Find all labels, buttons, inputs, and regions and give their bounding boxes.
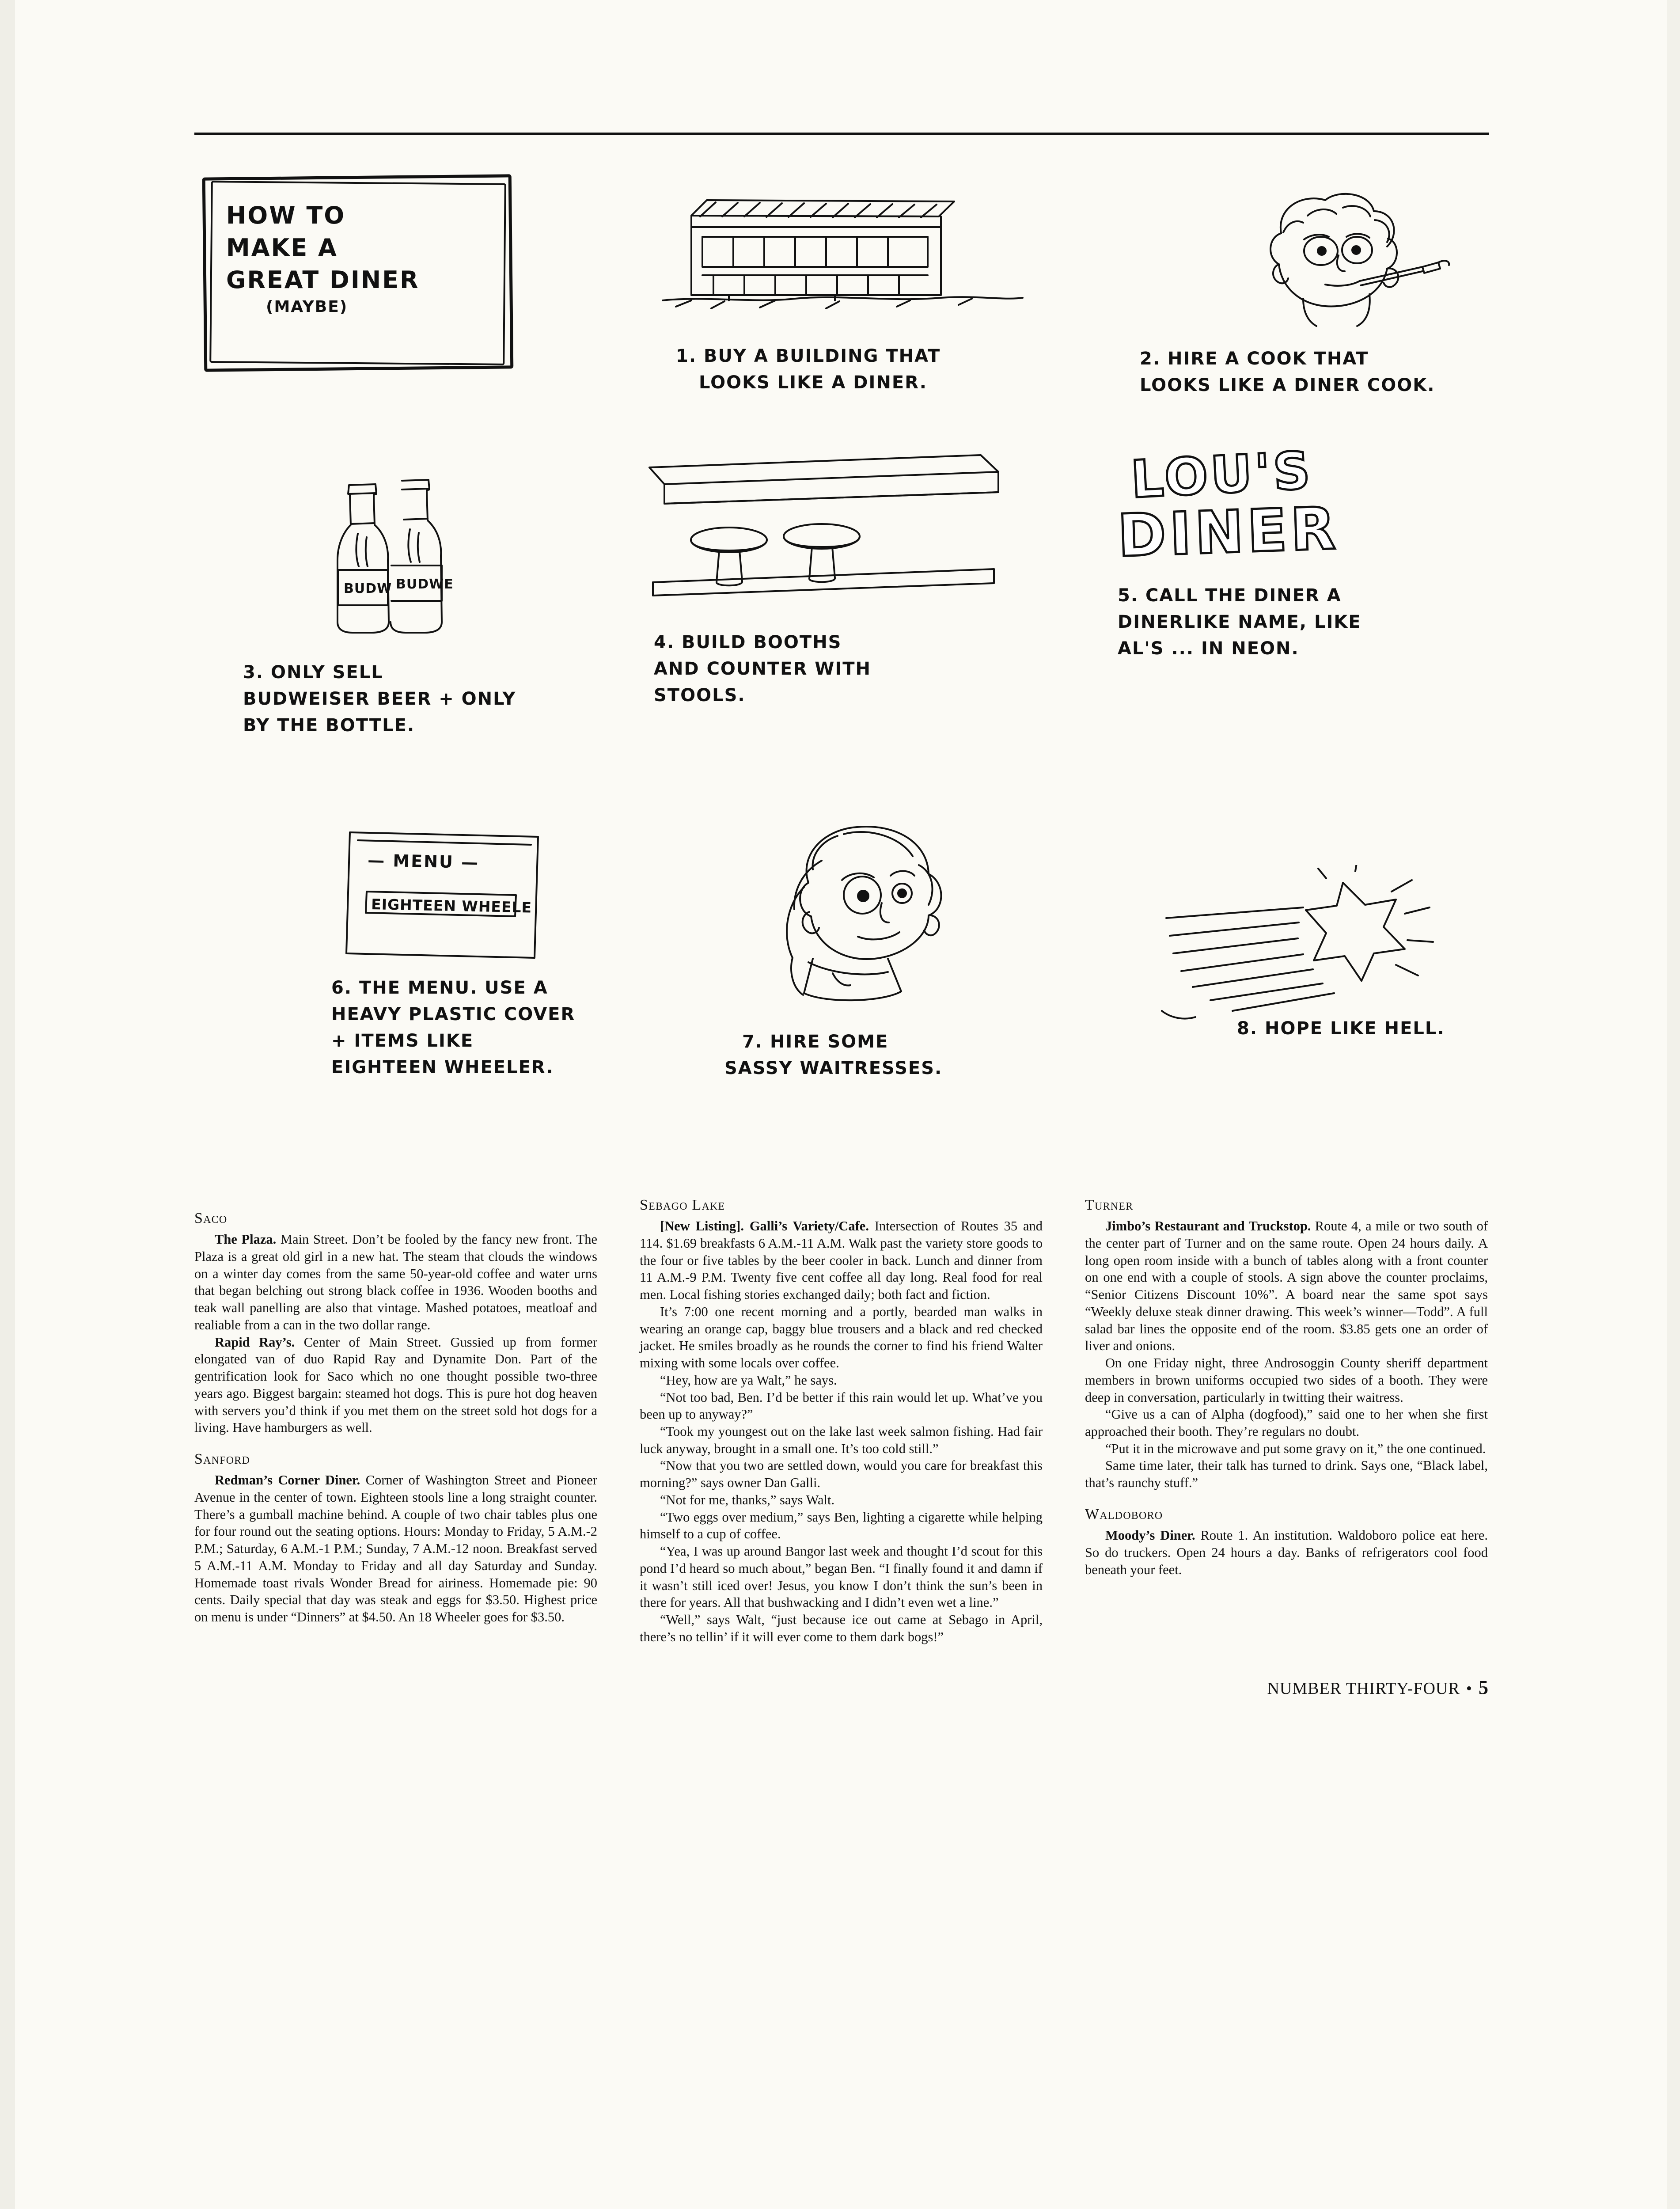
paragraph: “Give us a can of Alpha (dogfood),” said one to her when she first approached their booth. They’re regulars no doubt. — [1085, 1407, 1488, 1439]
page-number: 5 — [1479, 1676, 1489, 1698]
paragraph: Same time later, their talk has turned to drink. Says one, “Black label, that’s raunchy stuff.” — [1085, 1458, 1488, 1491]
step-4-caption-line-3: STOOLS. — [654, 685, 746, 706]
counter-stools-drawing — [645, 450, 1012, 626]
paragraph: “Well,” says Walt, “just because ice out came at Sebago in April, there’s no tellin’ if it will ever come to them dark bogs!” — [640, 1612, 1043, 1644]
paragraph-text: Center of Main Street. Gussied up from former elongated van of duo Rapid Ray and Dynamite Don. Part of the gentrification look for Saco which no one thought possible two-three years ago. Biggest bargain: steamed hot dogs. This is pure hot dog heaven with servers you’d think if you met them on the street sold hot dogs for a living. Have hamburgers as well. — [194, 1334, 597, 1435]
cook-head-drawing — [1193, 180, 1467, 339]
beer-bottles-drawing — [296, 467, 543, 653]
step-5-caption-line-3: AL'S ... IN NEON. — [1118, 638, 1299, 659]
paragraph: “Not for me, thanks,” says Walt. — [660, 1492, 835, 1507]
town-heading-waldoboro: Waldoboro — [1085, 1506, 1163, 1522]
diner-building-drawing — [649, 185, 1029, 335]
step-6-caption-line-4: EIGHTEEN WHEELER. — [331, 1057, 554, 1078]
waitress-head-drawing — [755, 816, 1029, 1029]
step-1-caption-line-1: 1. BUY A BUILDING THAT — [676, 346, 941, 366]
entry-name: Rapid Ray’s. — [215, 1334, 295, 1350]
step-7-caption-line-1: 7. HIRE SOME — [742, 1032, 889, 1052]
step-8-caption-line-1: 8. HOPE LIKE HELL. — [1237, 1018, 1445, 1039]
step-6-caption — [331, 975, 588, 1081]
page-content — [194, 133, 1489, 1698]
step-5-caption-line-1: 5. CALL THE DINER A — [1118, 585, 1342, 606]
cartoon-panel-step-2 — [1135, 180, 1467, 399]
step-7-caption — [724, 1029, 1029, 1082]
step-1-caption-line-2: LOOKS LIKE A DINER. — [699, 372, 927, 393]
neon-line-2: DINER — [1116, 494, 1340, 570]
step-3-caption-line-3: BY THE BOTTLE. — [243, 715, 415, 736]
header-rule — [194, 133, 1489, 135]
step-1-caption — [676, 343, 1029, 396]
town-heading-turner: Turner — [1085, 1197, 1134, 1213]
title-line-1: HOW TO — [226, 201, 346, 229]
title-line-3: GREAT DINER — [226, 266, 420, 294]
town-heading-sanford: Sanford — [194, 1450, 250, 1467]
paragraph: It’s 7:00 one recent morning and a portly, bearded man walks in wearing an orange cap, baggy blue trousers and a black and red checked jacket. He smiles broadly as he rounds the corner to find his friend Walter mixing with some locals over coffee. — [640, 1304, 1043, 1371]
cartoon-panel-step-5 — [1113, 440, 1422, 662]
town-heading-sebago-lake: Sebago Lake — [640, 1197, 725, 1213]
cartoon-panel-step-1 — [649, 185, 1029, 396]
paragraph — [1085, 1527, 1488, 1578]
paragraph — [1085, 1218, 1488, 1355]
step-2-caption — [1140, 345, 1467, 399]
paragraph: “Hey, how are ya Walt,” he says. — [660, 1372, 837, 1388]
step-8-caption — [1237, 1015, 1484, 1042]
paragraph: “Put it in the microwave and put some gravy on it,” the one continued. — [1105, 1441, 1486, 1456]
title-line-2: MAKE A — [226, 233, 338, 262]
cartoon-panel-title — [203, 176, 512, 370]
step-3-caption-line-2: BUDWEISER BEER + ONLY — [243, 689, 516, 709]
step-7-caption-line-2: SASSY WAITRESSES. — [724, 1058, 943, 1078]
svg-text:BUDW: BUDW — [344, 581, 392, 596]
svg-text:BUDWE: BUDWE — [396, 577, 454, 592]
cartoon-illustration-grid — [194, 176, 1489, 1183]
paragraph: On one Friday night, three Androsoggin County sheriff department members in brown uniforms occupied two sides of a booth. They were deep in conversation, particularly in twitting their waitress. — [1085, 1355, 1488, 1405]
cartoon-panel-step-7 — [724, 816, 1029, 1082]
page-footer — [1267, 1676, 1489, 1699]
paragraph — [194, 1472, 597, 1626]
cartoon-panel-step-4 — [645, 450, 1012, 709]
step-2-caption-line-2: LOOKS LIKE A DINER COOK. — [1140, 375, 1435, 395]
entry-name: The Plaza. — [215, 1232, 277, 1247]
article-columns — [194, 1196, 1489, 1698]
column-1 — [194, 1196, 597, 1646]
step-6-caption-line-1: 6. THE MENU. USE A — [331, 978, 548, 998]
neon-sign-drawing — [1113, 440, 1422, 591]
step-3-caption-line-1: 3. ONLY SELL — [243, 662, 383, 683]
svg-text:— MENU —: — MENU — — [367, 850, 480, 873]
title-sign — [203, 176, 512, 370]
shooting-star-drawing — [1157, 865, 1484, 1033]
entry-name: Redman’s Corner Diner. — [215, 1473, 360, 1488]
paragraph: “Not too bad, Ben. I’d be better if this rain would let up. What’ve you been up to anyway?” — [640, 1389, 1043, 1422]
step-5-caption-line-2: DINERLIKE NAME, LIKE — [1118, 612, 1361, 632]
cartoon-panel-step-6 — [331, 825, 588, 1081]
footer-dot: • — [1466, 1679, 1472, 1698]
title-sign-text — [226, 200, 420, 318]
paragraph-text: Main Street. Don’t be fooled by the fancy new front. The Plaza is a great old girl in a new hat. The steam that clouds the windows on a winter day comes from the same 50-year-old coffee and water urns that began belching out strong black coffee in 1936. Wooden booths and teak wall panelling are also that vintage. Mashed potatoes, meatloaf and realiable from a can in the two dollar range. — [194, 1232, 597, 1332]
issue-label: NUMBER THIRTY-FOUR — [1267, 1679, 1460, 1698]
paragraph: “Took my youngest out on the lake last week salmon fishing. Had fair luck anyway, brought in a small one. It’s too cold still.” — [640, 1423, 1043, 1456]
town-heading-saco: Saco — [194, 1210, 228, 1226]
entry-name: Moody’s Diner. — [1105, 1528, 1195, 1543]
step-3-caption — [243, 659, 543, 739]
paragraph-text: Intersection of Routes 35 and 114. $1.69 breakfasts 6 A.M.-11 A.M. Walk past the variety store goods to the four or five tables by the beer cooler in back. Lunch and dinner from 11 A.M.-9 P.M. Twenty five cent coffee all day long. Real food for real men. Local fishing stories exchanged daily; both fact and fiction. — [640, 1218, 1043, 1302]
page-edge-right — [1667, 0, 1680, 2209]
step-4-caption-line-2: AND COUNTER WITH — [654, 659, 871, 679]
step-6-caption-line-3: + ITEMS LIKE — [331, 1031, 474, 1051]
paragraph: “Yea, I was up around Bangor last week and thought I’d scout for this pond I’d heard so much about,” began Ben. “I finally found it and damn if it wasn’t still iced over! Jesus, you know I don’t think the sun’s been in there for years. All that bushwacking and I didn’t even wet a line.” — [640, 1544, 1043, 1610]
cartoon-panel-step-8 — [1157, 865, 1484, 1042]
paragraph — [640, 1218, 1043, 1303]
title-subtitle: (MAYBE) — [266, 297, 348, 316]
paragraph — [194, 1231, 597, 1333]
menu-board-drawing — [340, 825, 588, 967]
paragraph: “Two eggs over medium,” says Ben, lighting a cigarette while helping himself to a cup of coffee. — [640, 1509, 1043, 1542]
paragraph: “Now that you two are settled down, would you care for breakfast this morning?” says owner Dan Galli. — [640, 1458, 1043, 1491]
paragraph-text: Route 1. An institution. Waldoboro police eat here. So do truckers. Open 24 hours a day. Banks of refrigerators cool food beneath your feet. — [1085, 1528, 1488, 1577]
step-4-caption — [654, 629, 1012, 709]
step-4-caption-line-1: 4. BUILD BOOTHS — [654, 632, 842, 653]
page-edge-left — [0, 0, 15, 2209]
column-3 — [1085, 1196, 1488, 1646]
cartoon-panel-step-3 — [243, 467, 543, 739]
entry-name: Jimbo’s Restaurant and Truckstop. — [1105, 1218, 1311, 1234]
neon-line-1: LOU'S — [1129, 440, 1314, 510]
step-6-caption-line-2: HEAVY PLASTIC COVER — [331, 1004, 576, 1025]
paragraph-text: Corner of Washington Street and Pioneer Avenue in the center of town. Eighteen stools line a long straight counter. There’s a gumball machine behind. A couple of two chair tables plus one for four round out the seating options. Hours: Monday to Friday, 5 A.M.-2 P.M.; Saturday, 6 A.M.-1 P.M.; Sunday, 7 A.M.-12 noon. Breakfast served 5 A.M.-11 A.M. Monday to Friday and all day Saturday and Sunday. Homemade toast rivals Wonder Bread for airiness. Homemade pie: 90 cents. Daily special that day was steak and eggs for $3.50. Highest price on menu is under “Dinners” at $4.50. An 18 Wheeler goes for $3.50. — [194, 1473, 597, 1625]
entry-name: [New Listing]. Galli’s Variety/Cafe. — [660, 1218, 869, 1234]
svg-text:EIGHTEEN WHEELE: EIGHTEEN WHEELE — [371, 896, 532, 916]
paragraph-text: Route 4, a mile or two south of the center part of Turner and on the same route. Open 24 hours daily. A long open room inside with a bunch of tables along with a front counter on one end with a couple of stools. A sign above the counter proclaims, “Senior Citizens Discount 10%”. A board near the same spot says “Weekly deluxe steak dinner drawing. This week’s winner—Todd”. A full salad bar lines the opposite end of the room. $3.85 gets one an order of liver and onions. — [1085, 1218, 1488, 1354]
step-5-caption — [1118, 582, 1422, 662]
step-2-caption-line-1: 2. HIRE A COOK THAT — [1140, 349, 1369, 369]
paragraph — [194, 1334, 597, 1436]
column-2 — [640, 1196, 1043, 1646]
